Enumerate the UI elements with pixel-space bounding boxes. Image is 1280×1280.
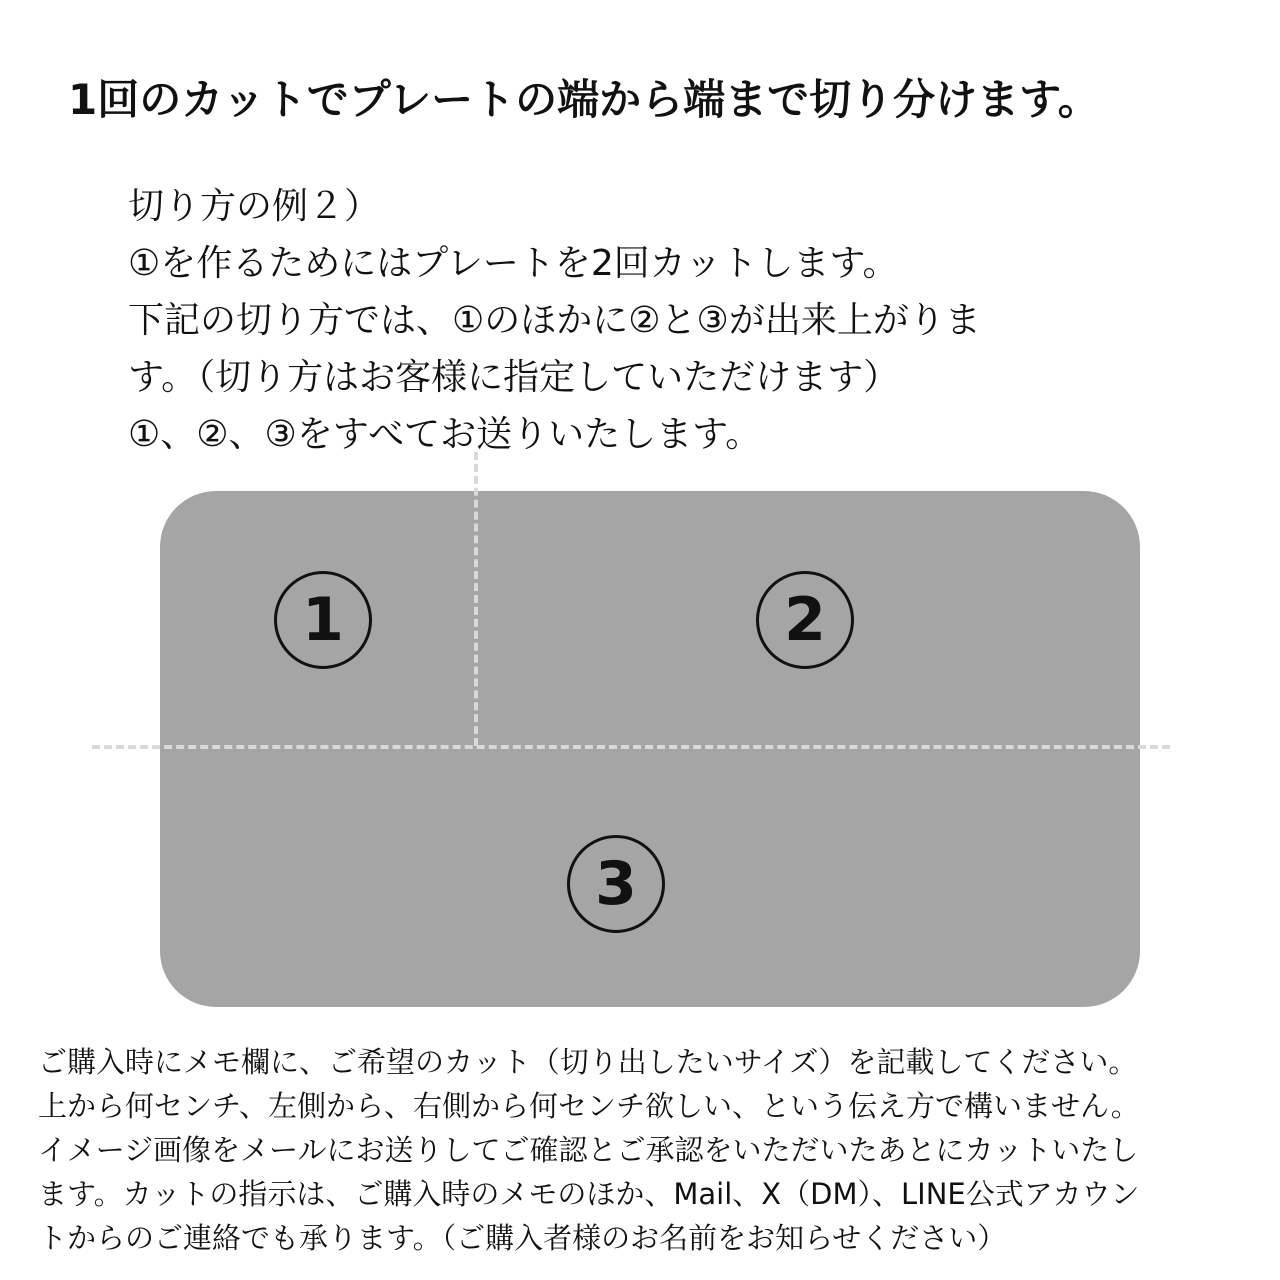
intro-line: ①を作るためにはプレートを2回カットします。 [128, 243, 899, 284]
cut-diagram [0, 440, 1280, 1030]
headline: 1回のカットでプレートの端から端まで切り分けます。 [68, 75, 1100, 124]
intro-line: 下記の切り方では、①のほかに②と③が出来上がりま [128, 300, 981, 341]
vertical-cut-line [474, 452, 478, 746]
horizontal-cut-line [92, 745, 1170, 749]
piece-1-label: 1 [274, 571, 372, 669]
intro-text [128, 178, 1168, 463]
notes-line: 上から何センチ、左側から、右側から何センチ欲しい、という伝え方で構いません。 [38, 1089, 1140, 1123]
intro-line: す。（切り方はお客様に指定していただけます） [128, 357, 900, 398]
intro-line: ①、②、③をすべてお送りいたします。 [128, 414, 762, 455]
plate [160, 491, 1140, 1007]
notes-line: イメージ画像をメールにお送りしてご確認とご承認をいただいたあとにカットいたし [38, 1133, 1139, 1167]
piece-2-label: 2 [756, 571, 854, 669]
notes-line: ます。カットの指示は、ご購入時のメモのほか、Mail、X（DM）、LINE公式アカウン [38, 1177, 1140, 1211]
notes-line: ご購入時にメモ欄に、ご希望のカット（切り出したいサイズ）を記載してください。 [38, 1045, 1138, 1079]
intro-line: 切り方の例２） [128, 186, 381, 227]
ordering-notes [38, 1040, 1258, 1260]
notes-line: トからのご連絡でも承ります。（ご購入者様のお名前をお知らせください） [38, 1221, 1007, 1255]
piece-3-label: 3 [567, 835, 665, 933]
